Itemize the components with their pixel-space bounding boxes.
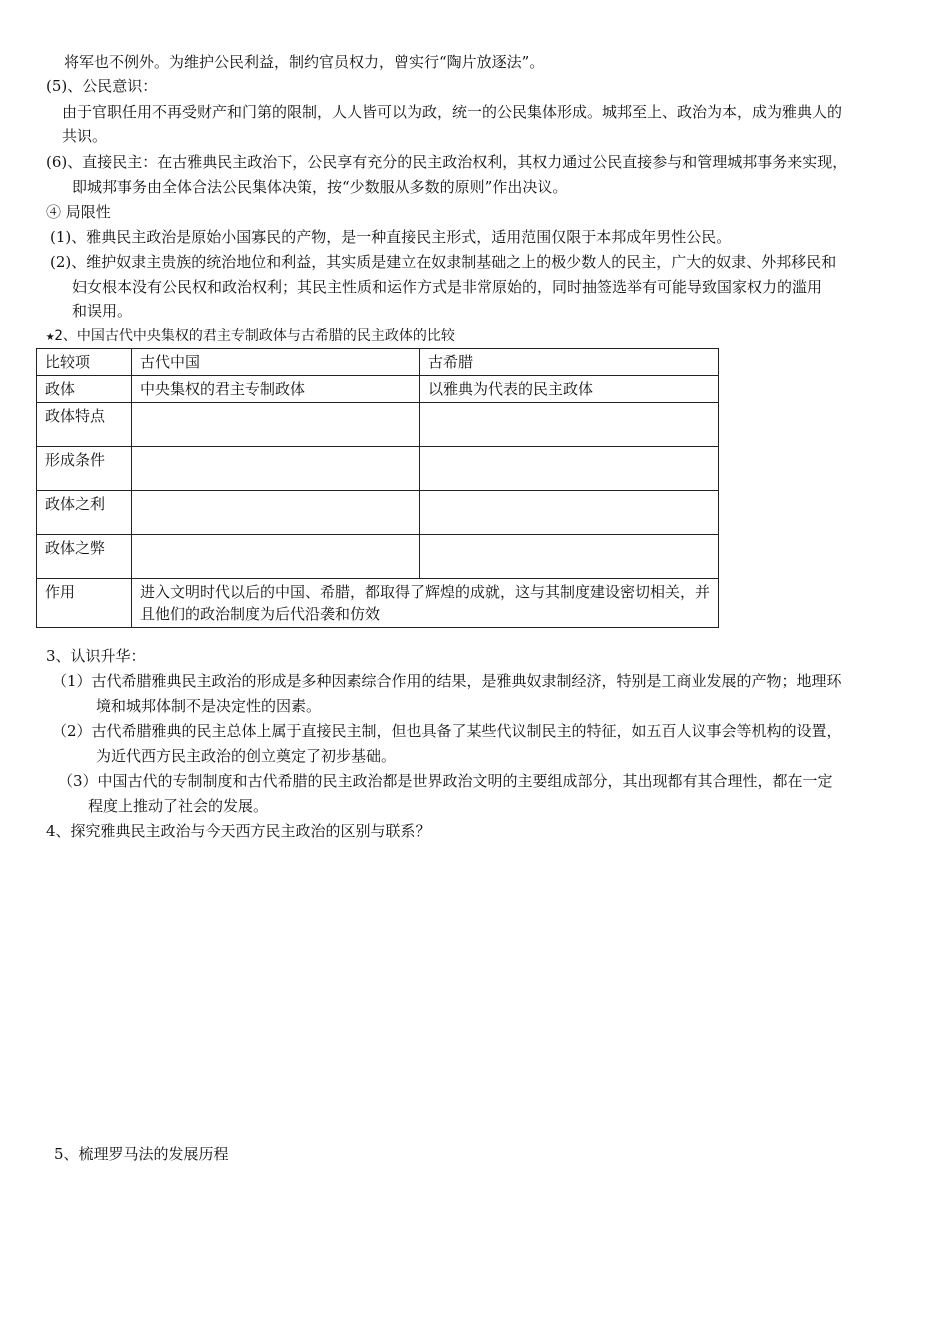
limit-2-line1: (2)、维护奴隶主贵族的统治地位和利益，其实质是建立在奴隶制基础之上的极少数人的民主，广大的奴隶、外邦移民和 bbox=[50, 253, 837, 271]
blank-cell bbox=[132, 403, 420, 447]
row-label: 政体特点 bbox=[37, 403, 132, 447]
s3-p2-line1: （2）古代希腊雅典的民主总体上属于直接民主制，但也具备了某些代议制民主的特征，如五百人议事会等机构的设置， bbox=[52, 722, 842, 740]
item5-body-line1: 由于官职任用不再受财产和门第的限制，人人皆可以为政，统一的公民集体形成。城邦至上、政治为本，成为雅典人的 bbox=[62, 103, 843, 121]
limits-title: ④ 局限性 bbox=[46, 203, 111, 221]
blank-cell bbox=[132, 535, 420, 579]
table-row bbox=[37, 579, 719, 628]
row-label: 政体之利 bbox=[37, 491, 132, 535]
intro-line: 将军也不例外。为维护公民利益，制约官员权力，曾实行“陶片放逐法”。 bbox=[64, 53, 545, 71]
blank-cell bbox=[420, 403, 719, 447]
section5-title: 5、梳理罗马法的发展历程 bbox=[54, 1145, 229, 1163]
blank-cell bbox=[420, 447, 719, 491]
table-row bbox=[37, 491, 719, 535]
item6-line2: 即城邦事务由全体合法公民集体决策，按“少数服从多数的原则”作出决议。 bbox=[72, 178, 568, 196]
table-row bbox=[37, 376, 719, 403]
row-label: 作用 bbox=[37, 579, 132, 628]
item6-line1: (6)、直接民主：在古雅典民主政治下，公民享有充分的民主政治权利，其权力通过公民直接参与和管理城邦事务来实现， bbox=[46, 153, 848, 171]
item5-body-line2: 共识。 bbox=[62, 127, 108, 145]
limit-2-line3: 和误用。 bbox=[72, 302, 133, 320]
s3-p2-line2: 为近代西方民主政治的创立奠定了初步基础。 bbox=[96, 747, 397, 765]
section4-title: 4、探究雅典民主政治与今天西方民主政治的区别与联系？ bbox=[46, 822, 431, 840]
s3-p1-line1: （1）古代希腊雅典民主政治的形成是多种因素综合作用的结果，是雅典奴隶制经济，特别是工商业发展的产物；地理环 bbox=[52, 672, 842, 690]
section2-title: ★2、中国古代中央集权的君主专制政体与古希腊的民主政体的比较 bbox=[46, 328, 455, 344]
blank-cell bbox=[132, 447, 420, 491]
header-cell: 比较项 bbox=[37, 349, 132, 376]
table-cell: 以雅典为代表的民主政体 bbox=[420, 376, 719, 403]
row-label: 政体 bbox=[37, 376, 132, 403]
row-label: 形成条件 bbox=[37, 447, 132, 491]
table-row bbox=[37, 403, 719, 447]
blank-cell bbox=[132, 491, 420, 535]
section3-title: 3、认识升华： bbox=[46, 647, 146, 665]
s3-p3-line2: 程度上推动了社会的发展。 bbox=[88, 797, 269, 815]
table-row bbox=[37, 447, 719, 491]
blank-cell bbox=[420, 535, 719, 579]
row-label: 政体之弊 bbox=[37, 535, 132, 579]
comparison-table bbox=[36, 348, 719, 628]
s3-p3-line1: （3）中国古代的专制制度和古代希腊的民主政治都是世界政治文明的主要组成部分，其出现都有其合理性，都在一定 bbox=[58, 772, 833, 790]
item5-title: (5)、公民意识： bbox=[46, 77, 158, 95]
limit-2-line2: 妇女根本没有公民权和政治权利；其民主性质和运作方式是非常原始的，同时抽签选举有可能导致国家权力的滥用 bbox=[72, 278, 823, 296]
merged-cell: 进入文明时代以后的中国、希腊，都取得了辉煌的成就，这与其制度建设密切相关，并且他们的政治制度为后代沿袭和仿效 bbox=[132, 579, 719, 628]
blank-cell bbox=[420, 491, 719, 535]
table-header-row bbox=[37, 349, 719, 376]
limit-1: (1)、雅典民主政治是原始小国寡民的产物，是一种直接民主形式，适用范围仅限于本邦成年男性公民。 bbox=[50, 228, 732, 246]
header-cell: 古代中国 bbox=[132, 349, 420, 376]
header-cell: 古希腊 bbox=[420, 349, 719, 376]
s3-p1-line2: 境和城邦体制不是决定性的因素。 bbox=[96, 697, 322, 715]
table-cell: 中央集权的君主专制政体 bbox=[132, 376, 420, 403]
table-row bbox=[37, 535, 719, 579]
